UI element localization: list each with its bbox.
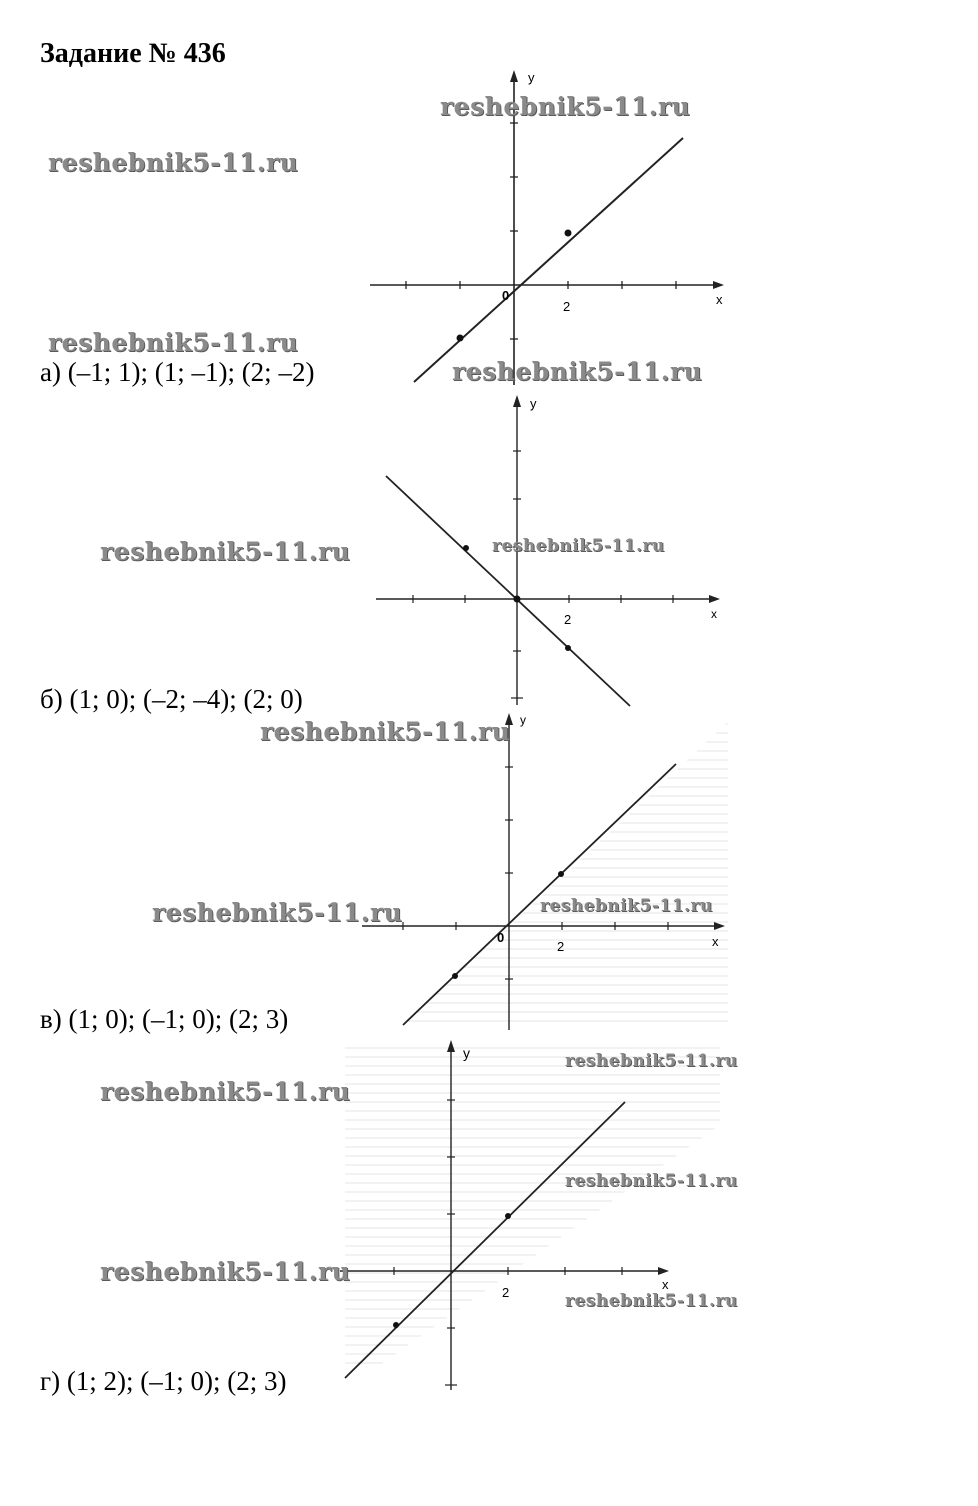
graph-g-point-2 bbox=[393, 1322, 399, 1328]
graph-b-line bbox=[386, 476, 630, 706]
answer-g: г) (1; 2); (–1; 0); (2; 3) bbox=[40, 1366, 287, 1396]
watermark: reshebnik5-11.ru bbox=[100, 537, 351, 566]
graph-g-tick-label: 2 bbox=[502, 1285, 510, 1300]
graph-a-x-arrow bbox=[713, 281, 724, 289]
graph-a-x-label: x bbox=[716, 292, 723, 307]
graph-a-point-1 bbox=[565, 230, 572, 237]
graph-g bbox=[340, 1040, 720, 1390]
graph-g-x-label: x bbox=[662, 1277, 669, 1292]
graph-a-origin-label: 0 bbox=[502, 288, 510, 303]
graph-a-ticks bbox=[406, 123, 676, 339]
watermark: reshebnik5-11.ru bbox=[48, 328, 299, 357]
watermark: reshebnik5-11.ru bbox=[492, 536, 665, 556]
graph-g-point-1 bbox=[505, 1213, 511, 1219]
watermark: reshebnik5-11.ru bbox=[565, 1051, 738, 1071]
answer-b: б) (1; 0); (–2; –4); (2; 0) bbox=[40, 684, 303, 714]
task-title: Задание № 436 bbox=[40, 38, 226, 69]
graph-a-line bbox=[414, 138, 683, 382]
watermark: reshebnik5-11.ru bbox=[440, 92, 691, 121]
watermark: reshebnik5-11.ru bbox=[100, 1077, 351, 1106]
graph-b-y-label: y bbox=[530, 396, 537, 411]
graph-v bbox=[362, 713, 728, 1030]
graph-a-y-arrow bbox=[510, 70, 518, 82]
graph-b-point-1 bbox=[463, 545, 469, 551]
graph-v-point-2 bbox=[452, 973, 458, 979]
watermark: reshebnik5-11.ru bbox=[152, 898, 403, 927]
graph-b-ticks bbox=[413, 451, 673, 698]
graph-v-x-label: x bbox=[712, 934, 719, 949]
graph-b-x-arrow bbox=[709, 595, 720, 603]
graph-a-tick-label: 2 bbox=[563, 299, 571, 314]
graph-a-y-label: y bbox=[528, 70, 535, 85]
graph-g-y-label: y bbox=[463, 1045, 470, 1061]
graph-b-y-arrow bbox=[513, 395, 521, 407]
watermark: reshebnik5-11.ru bbox=[540, 896, 713, 916]
watermark: reshebnik5-11.ru bbox=[48, 148, 299, 177]
graph-b-point-2 bbox=[565, 645, 571, 651]
answer-v: в) (1; 0); (–1; 0); (2; 3) bbox=[40, 1004, 289, 1034]
watermark: reshebnik5-11.ru bbox=[565, 1171, 738, 1191]
graph-a-point-2 bbox=[457, 335, 464, 342]
graph-g-x-arrow bbox=[658, 1267, 669, 1275]
graph-g-hatched-region bbox=[345, 1045, 720, 1365]
graph-b-x-label: x bbox=[711, 607, 717, 621]
graph-v-origin-label: 0 bbox=[497, 930, 505, 945]
graph-b-point-origin bbox=[514, 596, 521, 603]
graph-b-tick-label: 2 bbox=[564, 612, 572, 627]
watermark: reshebnik5-11.ru bbox=[260, 717, 511, 746]
answer-a: а) (–1; 1); (1; –1); (2; –2) bbox=[40, 357, 315, 387]
graph-v-y-label: y bbox=[520, 713, 526, 727]
graph-v-point-1 bbox=[558, 871, 564, 877]
watermark: reshebnik5-11.ru bbox=[452, 357, 703, 386]
watermark: reshebnik5-11.ru bbox=[565, 1291, 738, 1311]
graph-v-tick-label: 2 bbox=[557, 939, 565, 954]
watermark: reshebnik5-11.ru bbox=[100, 1257, 351, 1286]
